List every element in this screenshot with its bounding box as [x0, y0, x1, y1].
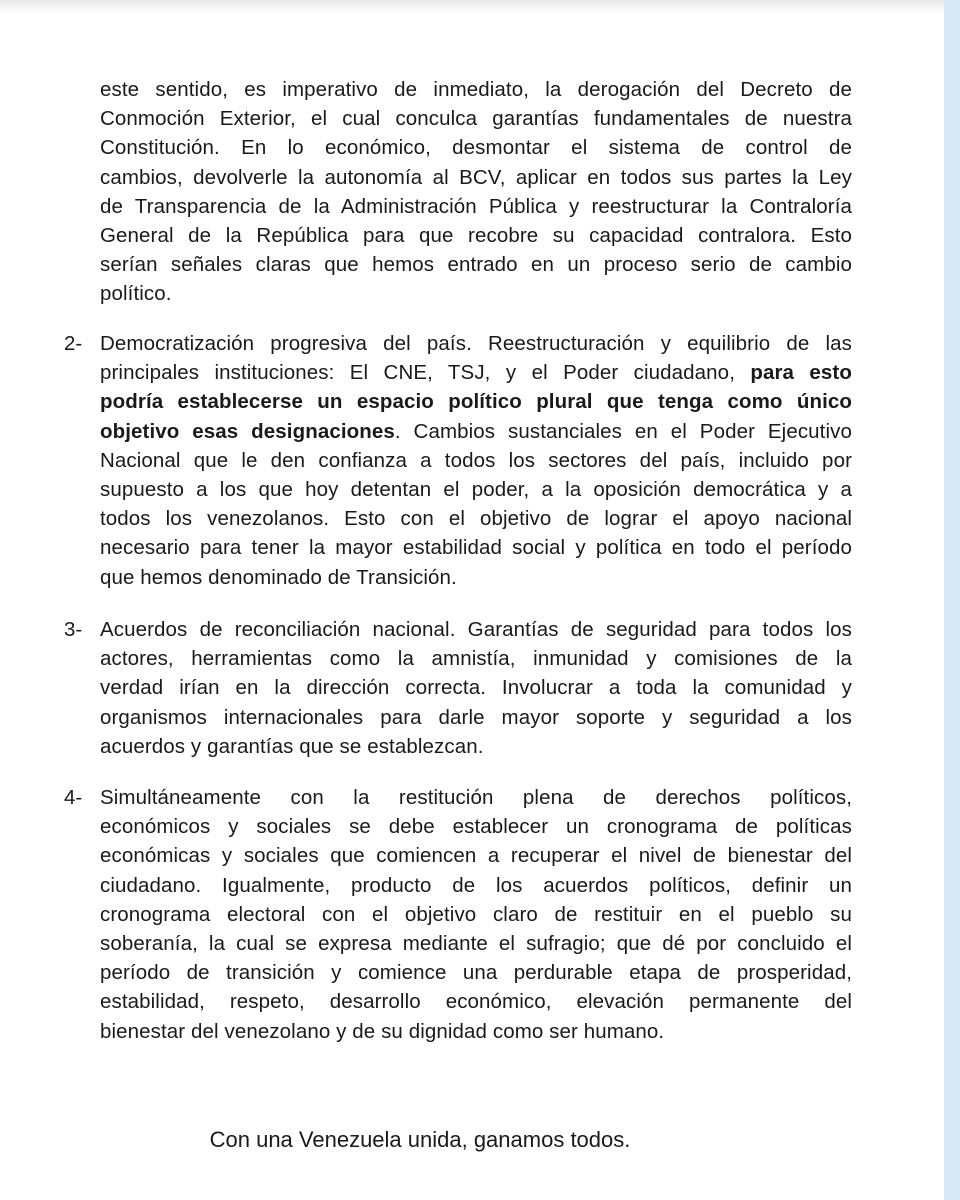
- item-line: [100, 417, 852, 446]
- item-line: que hemos denominado de Transición.: [100, 565, 457, 589]
- item-line: soberanía, la cual se expresa mediante el sufragio; que dé por concluido el: [100, 932, 852, 956]
- item-line: supuesto a los que hoy detentan el poder, a la oposición democrática y a: [100, 478, 852, 502]
- intro-line: serían señales claras que hemos entrado en un proceso serio de cambio: [100, 253, 852, 277]
- item-line: estabilidad, respeto, desarrollo económico, elevación permanente del: [100, 990, 852, 1014]
- item-bold-text: objetivo esas designaciones: [100, 419, 395, 443]
- intro-line: General de la República para que recobre su capacidad contralora. Esto: [100, 224, 852, 248]
- item-line: todos los venezolanos. Esto con el objetivo de lograr el apoyo nacional: [100, 507, 852, 531]
- item-line: necesario para tener la mayor estabilidad social y política en todo el período: [100, 536, 852, 560]
- top-shadow: [0, 0, 944, 14]
- item-line: organismos internacionales para darle mayor soporte y seguridad a los: [100, 705, 852, 729]
- item-line: acuerdos y garantías que se establezcan.: [100, 734, 484, 758]
- intro-line: Constitución. En lo económico, desmontar el sistema de control de: [100, 136, 852, 160]
- item-line: Acuerdos de reconciliación nacional. Garantías de seguridad para todos los: [100, 618, 852, 641]
- item-text: principales instituciones: El CNE, TSJ, y el Poder ciudadano,: [100, 361, 751, 385]
- item-line: económicas y sociales que comiencen a recuperar el nivel de bienestar del: [100, 844, 852, 868]
- closing-statement: Con una Venezuela unida, ganamos todos.: [209, 1127, 631, 1152]
- item-line: Democratización progresiva del país. Reestructuración y equilibrio de las: [100, 332, 852, 355]
- intro-line: de Transparencia de la Administración Pública y reestructurar la Contraloría: [100, 194, 852, 218]
- intro-line: político.: [100, 282, 172, 306]
- item-text: . Cambios sustanciales en el Poder Ejecutivo: [394, 419, 852, 443]
- item-number: 3-: [64, 618, 83, 641]
- item-line: verdad irían en la dirección correcta. Involucrar a toda la comunidad y: [100, 676, 852, 700]
- item-line: Nacional que le den confianza a todos los sectores del país, incluido por: [100, 448, 852, 472]
- item-line: Simultáneamente con la restitución plena de derechos políticos,: [100, 786, 852, 809]
- item-line: económicos y sociales se debe establecer un cronograma de políticas: [100, 815, 852, 839]
- item-4-paragraph: [100, 783, 852, 1046]
- item-line: actores, herramientas como la amnistía, inmunidad y comisiones de la: [100, 647, 852, 671]
- item-line: [100, 358, 852, 387]
- item-line: bienestar del venezolano y de su dignidad como ser humano.: [100, 1019, 665, 1043]
- item-number: 4-: [64, 786, 83, 809]
- item-bold-text: para esto: [750, 361, 852, 385]
- item-2-paragraph: [100, 329, 852, 592]
- intro-line: este sentido, es imperativo de inmediato, la derogación del Decreto de: [100, 78, 852, 101]
- item-line: cronograma electoral con el objetivo claro de restituir en el pueblo su: [100, 902, 852, 926]
- item-line: ciudadano. Igualmente, producto de los acuerdos políticos, definir un: [100, 873, 852, 897]
- item-number: 2-: [64, 332, 83, 355]
- intro-paragraph: [100, 75, 852, 309]
- side-stripe: [944, 0, 960, 1200]
- intro-line: Conmoción Exterior, el cual conculca garantías fundamentales de nuestra: [100, 107, 852, 131]
- item-bold-text: podría establecerse un espacio político plural que tenga como único: [100, 390, 852, 414]
- item-3-paragraph: [100, 615, 852, 761]
- intro-line: cambios, devolverle la autonomía al BCV, aplicar en todos sus partes la Ley: [100, 165, 852, 189]
- item-line: [100, 387, 852, 416]
- item-line: período de transición y comience una perdurable etapa de prosperidad,: [100, 961, 852, 985]
